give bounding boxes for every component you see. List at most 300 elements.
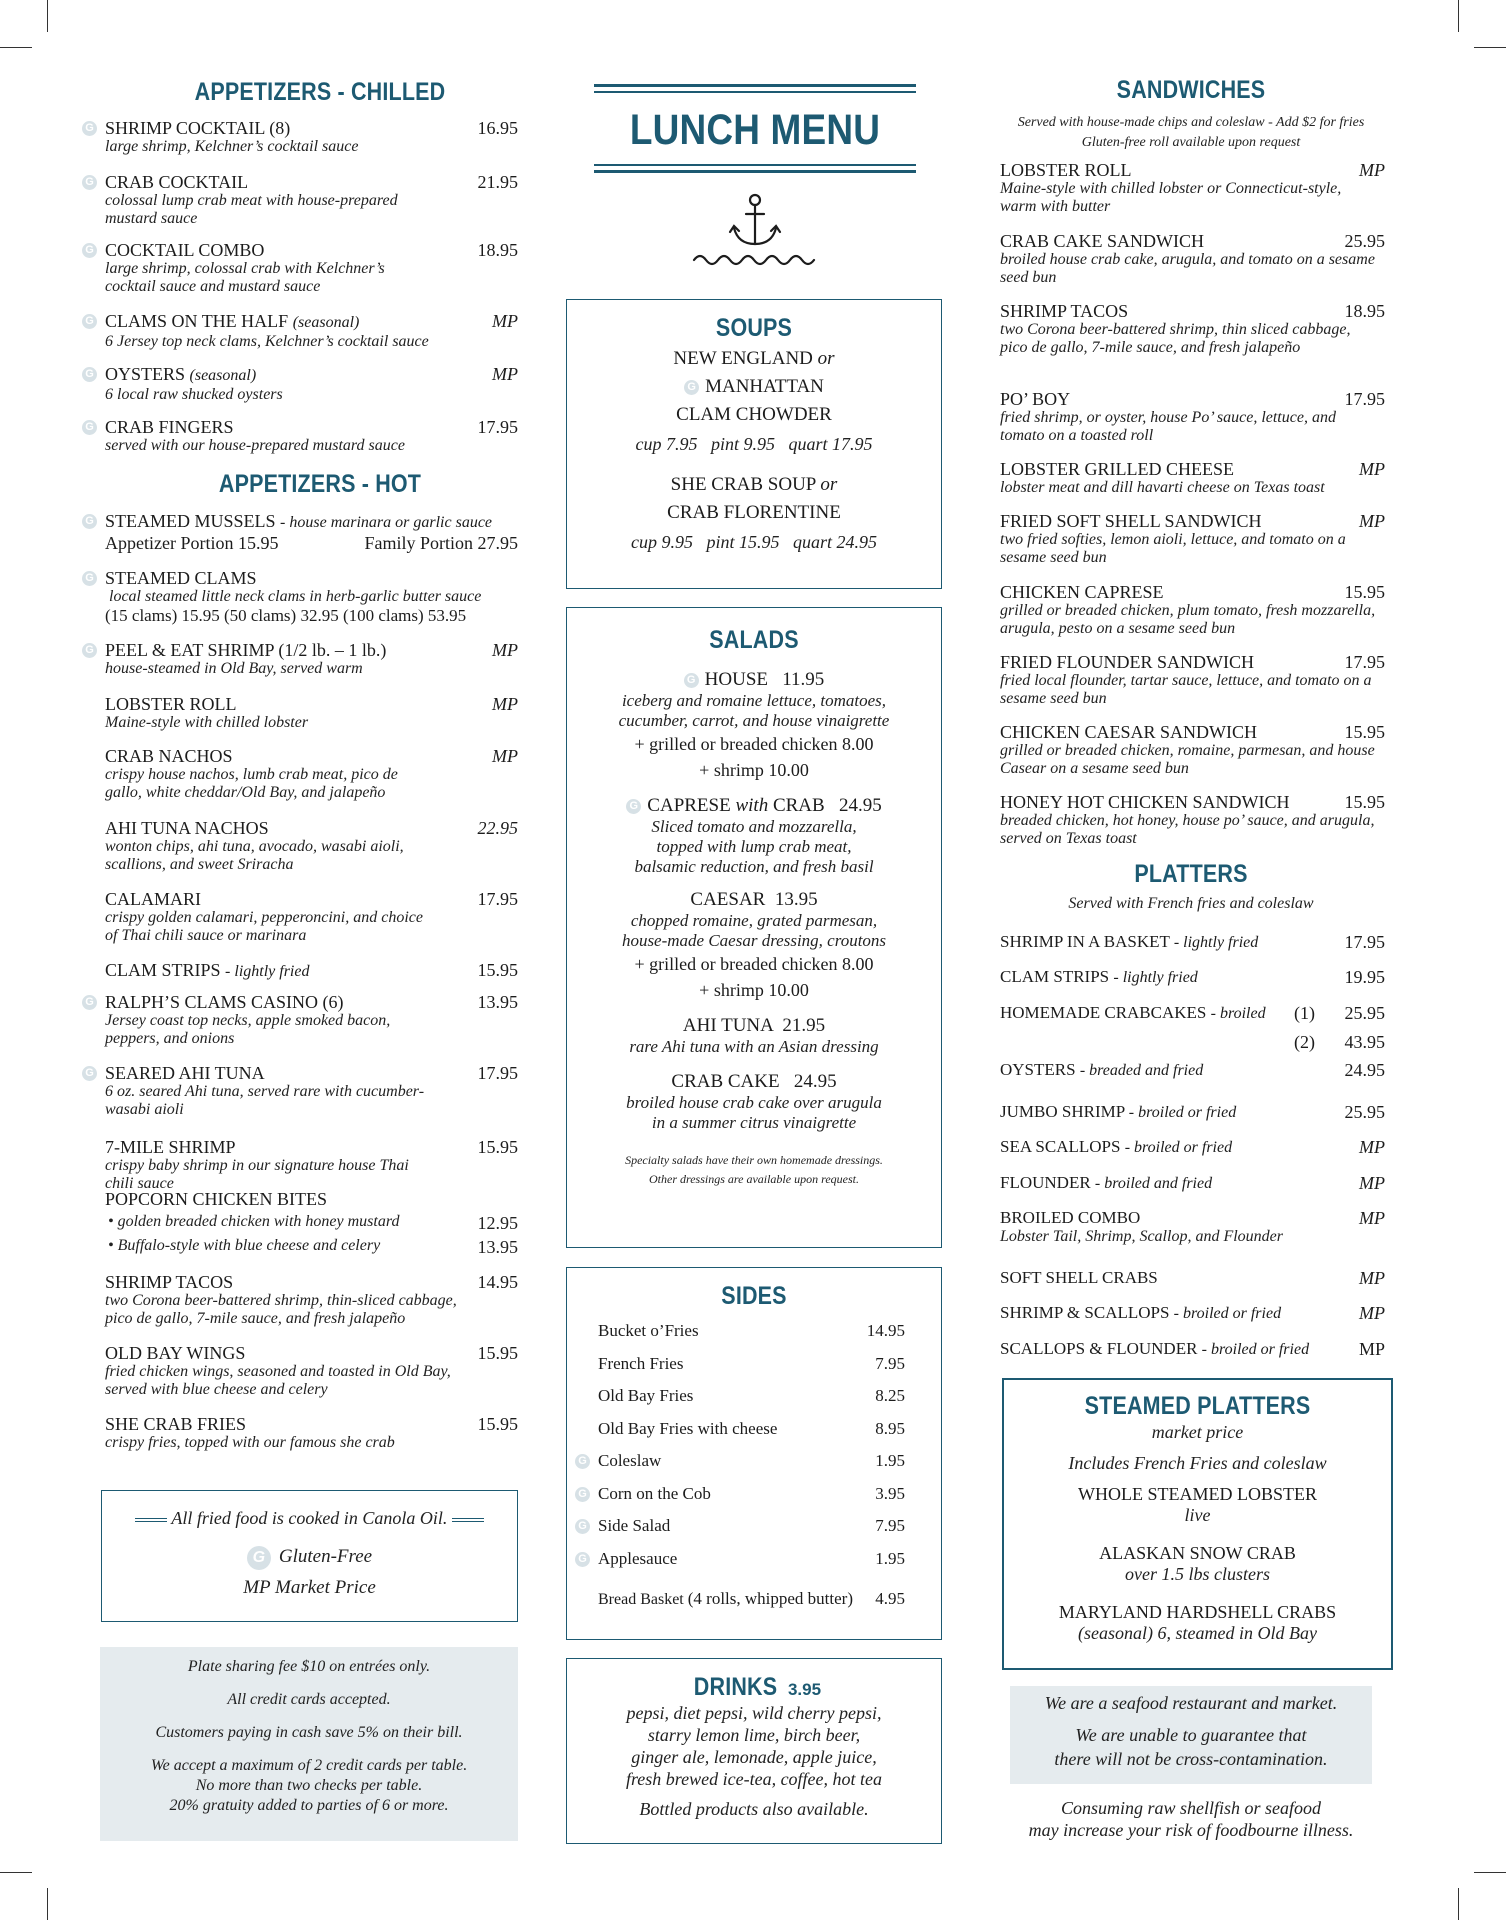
steamed-item-hardshell-desc: (seasonal) 6, steamed in Old Bay: [1078, 1623, 1317, 1643]
soup-crab-florentine: CRAB FLORENTINE: [667, 502, 841, 523]
item-name-line: [1000, 459, 1385, 479]
item-price: 17.95: [1344, 932, 1385, 952]
item-price: 13.95: [477, 1237, 518, 1257]
item-name-line: [1000, 932, 1385, 953]
item-name-line: [105, 1343, 518, 1363]
menu-item: [82, 364, 518, 404]
item-price: 25.95: [1344, 231, 1385, 251]
heading-sandwiches: SANDWICHES: [1116, 76, 1266, 104]
heading-drinks: DRINKS: [693, 1673, 778, 1701]
steamed-item-hardshell: MARYLAND HARDSHELL CRABS: [1058, 1602, 1337, 1622]
legend-gluten-free: Gluten-Free: [278, 1546, 373, 1567]
item-description: wonton chips, ahi tuna, avocado, wasabi aioli, scallions, and sweet Sriracha: [105, 838, 404, 873]
crop-mark: [1458, 0, 1459, 32]
item-name: CRAB NACHOS: [105, 746, 233, 766]
menu-item: [82, 311, 518, 351]
item-price: 15.95: [477, 960, 518, 980]
salad-caprese-desc: balsamic reduction, and fresh basil: [634, 857, 874, 876]
item-description: served with our house-prepared mustard sauce: [105, 437, 405, 454]
item-price: MP: [492, 364, 518, 384]
item-name: CRAB CAKE SANDWICH: [1000, 231, 1205, 251]
item-name: Applesauce: [598, 1548, 678, 1568]
quantity-label: (2): [1294, 1032, 1315, 1052]
item-price: MP: [492, 311, 518, 331]
item-name-line: [1000, 967, 1385, 988]
item-modifier: (seasonal): [189, 367, 257, 384]
item-price: 14.95: [477, 1272, 518, 1292]
sides-box: [566, 1267, 942, 1640]
menu-item: [82, 1414, 518, 1452]
item-modifier: - broiled or fried: [1201, 1341, 1310, 1358]
salad-caprese-desc: Sliced tomato and mozzarella,: [651, 817, 857, 836]
side-item: [578, 1516, 905, 1536]
salad-caesar-add-shrimp: + shrimp 10.00: [699, 980, 809, 1000]
menu-item: [82, 1343, 518, 1399]
steamed-includes: Includes French Fries and coleslaw: [1068, 1453, 1327, 1473]
salad-caprese-with: with: [735, 795, 769, 816]
item-name: Old Bay Fries: [598, 1386, 694, 1405]
crop-mark: [0, 1872, 32, 1873]
notice-line: We are a seafood restaurant and market.: [1044, 1693, 1338, 1713]
side-item-bread-basket: [598, 1589, 905, 1610]
salad-ahi-desc: rare Ahi tuna with an Asian dressing: [629, 1037, 879, 1056]
item-name: CLAM STRIPS: [1000, 967, 1110, 986]
notice-line: We are unable to guarantee that: [1075, 1725, 1307, 1745]
item-modifier: - broiled or fried: [1124, 1139, 1233, 1156]
item-price: 7.95: [875, 1353, 905, 1373]
item-price: MP: [1359, 1303, 1385, 1323]
soup-she-crab: SHE CRAB SOUP: [670, 474, 816, 495]
item-modifier: - broiled and fried: [1094, 1175, 1213, 1192]
item-price: 15.95: [1344, 792, 1385, 812]
item-price: MP: [492, 746, 518, 766]
gluten-free-icon: G: [575, 1454, 590, 1469]
menu-item: [82, 240, 518, 296]
notice-line: there will not be cross-contamination.: [1054, 1749, 1328, 1769]
gluten-free-icon: G: [82, 243, 97, 258]
item-name-line: [1000, 652, 1385, 672]
heading-steamed-platters: STEAMED PLATTERS: [1084, 1392, 1311, 1420]
crop-mark: [1458, 1888, 1459, 1920]
item-name: OLD BAY WINGS: [105, 1343, 246, 1363]
item-price: MP: [1358, 1339, 1385, 1359]
salad-caprese-crab: CRAB 24.95: [772, 795, 882, 816]
item-description: crispy golden calamari, pepperoncini, and choice of Thai chili sauce or marinara: [105, 909, 423, 944]
menu-item: [995, 722, 1385, 778]
item-name-line: [1000, 301, 1385, 321]
drinks-price: 3.95: [787, 1680, 822, 1699]
item-name: Side Salad: [598, 1516, 671, 1535]
item-name: CLAMS ON THE HALF: [105, 311, 289, 331]
sandwiches-note: Served with house-made chips and coleslaw - Add $2 for fries: [1017, 115, 1365, 130]
gluten-free-icon: G: [575, 1552, 590, 1567]
salad-caprese-desc: topped with lump crab meat,: [656, 837, 852, 856]
item-price: 17.95: [477, 1063, 518, 1083]
item-description: crispy house nachos, lumb crab meat, pico de gallo, white cheddar/Old Bay, and jalapeño: [105, 766, 398, 801]
item-name: AHI TUNA NACHOS: [105, 818, 269, 838]
platter-item: [995, 967, 1385, 988]
crop-mark: [47, 0, 48, 32]
item-modifier: - house marinara or garlic sauce: [280, 514, 493, 531]
salad-caesar-desc: house-made Caesar dressing, croutons: [621, 931, 887, 950]
menu-item: [82, 1137, 518, 1193]
sandwiches-gf-note: Gluten-free roll available upon request: [1081, 135, 1301, 150]
item-price: 15.95: [477, 1343, 518, 1363]
policy-credit: All credit cards accepted.: [227, 1691, 391, 1708]
menu-item: [82, 118, 518, 156]
item-name-line: [105, 992, 518, 1012]
item-price: 13.95: [477, 992, 518, 1012]
divider: [135, 1518, 167, 1522]
platter-item: [995, 1303, 1385, 1324]
platter-item: [995, 1060, 1385, 1081]
item-name-line: [1000, 511, 1385, 531]
item-price: MP: [1359, 1137, 1385, 1157]
platter-item: [995, 1268, 1385, 1288]
item-name: SHRIMP COCKTAIL (8): [105, 118, 291, 138]
menu-item: [82, 417, 518, 455]
gluten-free-icon: G: [82, 1066, 97, 1081]
item-name-line: [1000, 1060, 1385, 1081]
item-name: HOMEMADE CRABCAKES: [1000, 1003, 1207, 1022]
popcorn-option-buffalo: • Buffalo-style with blue cheese and celery: [108, 1237, 381, 1254]
portion-family: Family Portion 27.95: [364, 533, 518, 553]
item-description: 6 Jersey top neck clams, Kelchner’s cocktail sauce: [105, 333, 429, 350]
item-name: HONEY HOT CHICKEN SANDWICH: [1000, 792, 1290, 812]
salad-crab-cake-desc: broiled house crab cake over arugula: [626, 1093, 882, 1112]
item-name: FRIED SOFT SHELL SANDWICH: [1000, 511, 1262, 531]
soup-prices-crab: cup 9.95 pint 15.95 quart 24.95: [631, 532, 877, 552]
item-name-line: [1000, 160, 1385, 180]
item-price: 17.95: [1344, 389, 1385, 409]
item-price: MP: [492, 640, 518, 660]
item-name: Corn on the Cob: [598, 1483, 711, 1503]
item-name: POPCORN CHICKEN BITES: [105, 1189, 328, 1209]
cross-contamination-notice: [1010, 1686, 1372, 1784]
item-price: 8.25: [875, 1386, 905, 1405]
heading-platters: PLATTERS: [1134, 860, 1248, 888]
item-description: Jersey coast top necks, apple smoked bacon, peppers, and onions: [105, 1012, 391, 1047]
item-name: SEA SCALLOPS: [1000, 1137, 1121, 1156]
menu-item: [995, 652, 1385, 708]
item-name-line: [105, 311, 518, 333]
menu-item: [82, 1272, 518, 1328]
item-name-line: [1000, 1137, 1385, 1158]
platter-item: [995, 932, 1385, 953]
item-name-line: [105, 960, 518, 982]
item-name: SOFT SHELL CRABS: [1000, 1268, 1158, 1287]
item-description: fried local flounder, tartar sauce, lettuce, and tomato on a sesame seed bun: [1000, 672, 1372, 707]
gluten-free-icon: G: [82, 175, 97, 190]
menu-item: [82, 960, 518, 982]
item-price: 19.95: [1344, 967, 1385, 987]
item-price: MP: [1359, 1208, 1385, 1228]
item-description: crispy baby shrimp in our signature house Thai chili sauce: [105, 1157, 409, 1192]
menu-item-popcorn-chicken: [82, 1189, 518, 1257]
menu-item: [82, 889, 518, 945]
item-description: Maine-style with chilled lobster: [105, 714, 309, 731]
item-name: OYSTERS: [105, 364, 186, 384]
heading-appetizers-chilled: APPETIZERS - CHILLED: [194, 78, 446, 106]
steamed-item-snow-crab-desc: over 1.5 lbs clusters: [1125, 1564, 1270, 1584]
menu-item: [995, 511, 1385, 567]
policy-checks: No more than two checks per table.: [195, 1777, 423, 1794]
gluten-free-icon: G: [575, 1487, 590, 1502]
item-description: broiled house crab cake, arugula, and tomato on a sesame seed bun: [1000, 251, 1375, 286]
item-modifier: - lightly fried: [1113, 969, 1198, 986]
item-name: FLOUNDER: [1000, 1173, 1091, 1192]
menu-item: [82, 746, 518, 802]
item-name: STEAMED MUSSELS: [105, 511, 276, 531]
item-name: RALPH’S CLAMS CASINO (6): [105, 992, 344, 1012]
salad-house: HOUSE 11.95: [704, 669, 825, 690]
side-item: [578, 1548, 905, 1569]
policy-max-cards: We accept a maximum of 2 credit cards per table.: [150, 1757, 468, 1774]
title-rule-top: [594, 91, 916, 93]
legend-market-price: MP Market Price: [243, 1576, 376, 1598]
item-price: 17.95: [477, 417, 518, 437]
item-name: SHE CRAB FRIES: [105, 1414, 247, 1434]
drinks-list: starry lemon lime, birch beer,: [647, 1725, 861, 1745]
item-name-line: [1000, 1339, 1385, 1360]
item-modifier: - broiled or fried: [1173, 1305, 1282, 1322]
drinks-list: fresh brewed ice-tea, coffee, hot tea: [625, 1769, 883, 1789]
item-price: 14.95: [866, 1321, 905, 1340]
item-price: 15.95: [1344, 582, 1385, 602]
menu-item: [82, 1063, 518, 1119]
item-name-line: [1000, 1173, 1385, 1194]
platter-item: [995, 1137, 1385, 1158]
soup-or: or: [817, 348, 835, 369]
gluten-free-icon: G: [82, 514, 97, 529]
drinks-list: pepsi, diet pepsi, wild cherry pepsi,: [626, 1703, 882, 1723]
item-name-line: [105, 746, 518, 766]
item-name-line: [1000, 722, 1385, 742]
policies-box: [100, 1647, 518, 1841]
item-name-line: [1000, 1303, 1385, 1324]
item-price: 17.95: [477, 889, 518, 909]
salad-crab-cake: CRAB CAKE 24.95: [671, 1071, 837, 1092]
item-name: SHRIMP TACOS: [105, 1272, 234, 1292]
item-name-line: [105, 694, 518, 714]
item-price: 17.95: [1344, 652, 1385, 672]
menu-item-steamed-mussels: [82, 511, 518, 553]
gluten-free-icon: G: [82, 420, 97, 435]
item-price: 15.95: [477, 1414, 518, 1434]
heading-sides: SIDES: [721, 1282, 787, 1310]
item-price: 8.95: [875, 1418, 905, 1438]
item-name: Old Bay Fries with cheese: [598, 1418, 778, 1438]
item-price: MP: [1359, 1173, 1385, 1193]
gluten-free-icon: G: [82, 643, 97, 658]
portion-appetizer: Appetizer Portion 15.95: [105, 533, 279, 553]
item-price: 1.95: [875, 1548, 905, 1568]
item-description: lobster meat and dill havarti cheese on Texas toast: [1000, 479, 1325, 496]
crop-mark: [1474, 1872, 1506, 1873]
item-price: 25.95: [1344, 1003, 1385, 1023]
item-description: large shrimp, colossal crab with Kelchner’s cocktail sauce and mustard sauce: [105, 260, 385, 295]
salad-caesar-add-chicken: + grilled or breaded chicken 8.00: [634, 954, 874, 974]
item-modifier: (seasonal): [292, 314, 360, 331]
item-name: SHRIMP IN A BASKET: [1000, 932, 1170, 951]
item-price: 1.95: [875, 1451, 905, 1470]
popcorn-option-honey: • golden breaded chicken with honey mustard: [108, 1213, 400, 1230]
item-sizes: (15 clams) 15.95 (50 clams) 32.95 (100 clams) 53.95: [105, 606, 467, 625]
salad-caprese: CAPRESE: [647, 795, 731, 816]
item-name-line: [105, 417, 518, 437]
menu-item: [995, 459, 1385, 497]
salad-house-add-shrimp: + shrimp 10.00: [699, 760, 809, 780]
legend-box: [101, 1490, 518, 1622]
side-item: [578, 1483, 905, 1504]
item-name-line: [1000, 1268, 1385, 1288]
item-name: FRIED FLOUNDER SANDWICH: [1000, 652, 1255, 672]
item-name-line: [105, 364, 518, 386]
menu-item: [995, 582, 1385, 638]
gluten-free-icon: G: [575, 1519, 590, 1534]
item-price: 3.95: [875, 1483, 905, 1503]
item-name-line: [1000, 231, 1385, 251]
side-item: [598, 1419, 905, 1439]
platter-item: [995, 1102, 1385, 1123]
item-price: MP: [492, 694, 518, 714]
policy-cash: Customers paying in cash save 5% on their bill.: [155, 1724, 463, 1741]
soup-manhattan: MANHATTAN: [705, 376, 824, 397]
steamed-item-snow-crab: ALASKAN SNOW CRAB: [1099, 1543, 1296, 1563]
raw-food-warning: Consuming raw shellfish or seafood: [1060, 1798, 1322, 1818]
item-name-line: [1000, 1208, 1385, 1228]
item-price: 15.95: [1344, 722, 1385, 742]
item-description: colossal lump crab meat with house-prepared mustard sauce: [105, 192, 398, 227]
menu-item: [82, 818, 518, 874]
item-name-line: [105, 1137, 518, 1157]
heading-soups: SOUPS: [715, 314, 793, 342]
item-modifier: - broiled or fried: [1128, 1104, 1237, 1121]
item-name-line: [105, 818, 518, 838]
gluten-free-icon: G: [82, 571, 97, 586]
item-description: crispy fries, topped with our famous she crab: [105, 1434, 395, 1451]
item-name: CRAB COCKTAIL: [105, 172, 249, 192]
item-price: MP: [1359, 1268, 1385, 1288]
soup-prices-chowder: cup 7.95 pint 9.95 quart 17.95: [635, 434, 873, 454]
item-name: PO’ BOY: [1000, 389, 1071, 409]
soup-new-england: NEW ENGLAND: [673, 348, 813, 369]
item-description: local steamed little neck clams in herb-garlic butter sauce: [109, 588, 482, 605]
item-name-line: [105, 1414, 518, 1434]
title-rule-bottom: [594, 164, 916, 166]
salad-house-desc: iceberg and romaine lettuce, tomatoes,: [621, 691, 887, 710]
platter-item: [995, 1173, 1385, 1194]
gluten-free-icon: G: [626, 799, 641, 814]
item-description: two fried softies, lemon aioli, lettuce, and tomato on a sesame seed bun: [1000, 531, 1346, 566]
item-price: 18.95: [477, 240, 518, 260]
item-name-line: [1000, 389, 1385, 409]
salads-box: [566, 607, 942, 1248]
crop-mark: [47, 1888, 48, 1920]
menu-item: [82, 992, 518, 1048]
item-name: SEARED AHI TUNA: [105, 1063, 265, 1083]
salad-house-desc: cucumber, carrot, and house vinaigrette: [618, 711, 890, 730]
item-price: 21.95: [477, 172, 518, 192]
item-name-line: [105, 1063, 518, 1083]
item-name-line: [105, 1272, 518, 1292]
item-name: CHICKEN CAESAR SANDWICH: [1000, 722, 1258, 742]
item-modifier: - lightly fried: [225, 963, 310, 980]
item-description: Lobster Tail, Shrimp, Scallop, and Flounder: [1000, 1228, 1283, 1245]
gluten-free-icon: G: [82, 314, 97, 329]
menu-item: [995, 160, 1385, 216]
menu-item: [995, 792, 1385, 848]
item-description: house-steamed in Old Bay, served warm: [105, 660, 363, 677]
item-name-line: [105, 172, 518, 192]
item-name: COCKTAIL COMBO: [105, 240, 265, 260]
item-price: 16.95: [477, 118, 518, 138]
item-name: LOBSTER GRILLED CHEESE: [1000, 459, 1234, 479]
soups-box: [566, 299, 942, 589]
policy-sharing: Plate sharing fee $10 on entrées only.: [187, 1658, 431, 1675]
heading-salads: SALADS: [709, 626, 799, 654]
policy-gratuity: 20% gratuity added to parties of 6 or more.: [169, 1797, 449, 1814]
gluten-free-icon: G: [82, 121, 97, 136]
item-description: 6 oz. seared Ahi tuna, served rare with cucumber-wasabi aioli: [105, 1083, 425, 1118]
item-name: BROILED COMBO: [1000, 1208, 1141, 1227]
side-item: [578, 1451, 905, 1471]
item-price: 4.95: [875, 1589, 905, 1608]
platters-note: Served with French fries and coleslaw: [1068, 895, 1314, 912]
item-description: two Corona beer-battered shrimp, thin-sliced cabbage, pico de gallo, 7-mile sauce, and fresh jalapeño: [105, 1292, 457, 1327]
salad-ahi-tuna: AHI TUNA 21.95: [682, 1015, 826, 1036]
item-price: 18.95: [1344, 301, 1385, 321]
item-name: SCALLOPS & FLOUNDER: [1000, 1339, 1198, 1358]
salad-crab-cake-desc: in a summer citrus vinaigrette: [651, 1113, 857, 1132]
item-price: 24.95: [1344, 1060, 1385, 1080]
menu-item: [82, 694, 518, 732]
steamed-market-price: market price: [1151, 1422, 1244, 1442]
item-description: two Corona beer-battered shrimp, thin sliced cabbage, pico de gallo, 7-mile sauce, and fresh jalapeño: [1000, 321, 1351, 356]
item-modifier: - broiled: [1210, 1005, 1266, 1022]
item-name: CLAM STRIPS: [105, 960, 221, 980]
item-name: OYSTERS: [1000, 1060, 1076, 1079]
item-name: STEAMED CLAMS: [105, 568, 257, 588]
item-description: grilled or breaded chicken, romaine, parmesan, and house Casear on a sesame seed bun: [1000, 742, 1375, 777]
item-modifier: - breaded and fried: [1079, 1062, 1204, 1079]
item-price: 43.95: [1344, 1032, 1385, 1052]
heading-appetizers-hot: APPETIZERS - HOT: [218, 470, 422, 498]
gluten-free-icon: G: [247, 1546, 271, 1570]
menu-item: [82, 640, 518, 678]
sides-list: [567, 1317, 941, 1577]
crop-mark: [1474, 47, 1506, 48]
item-price: MP: [1359, 459, 1385, 479]
item-name-line: [105, 889, 518, 909]
gluten-free-icon: G: [82, 367, 97, 382]
item-price: 12.95: [477, 1213, 518, 1233]
gluten-free-icon: G: [684, 673, 699, 688]
canola-oil-note: All fried food is cooked in Canola Oil.: [171, 1508, 448, 1528]
item-description: large shrimp, Kelchner’s cocktail sauce: [105, 138, 359, 155]
platter-item: [995, 1208, 1385, 1246]
steamed-platters-box: [1002, 1378, 1393, 1670]
soup-or: or: [820, 474, 838, 495]
salad-caesar-desc: chopped romaine, grated parmesan,: [630, 911, 878, 930]
item-name: 7-MILE SHRIMP: [105, 1137, 236, 1157]
item-description: 6 local raw shucked oysters: [105, 386, 283, 403]
item-description: grilled or breaded chicken, plum tomato, fresh mozzarella, arugula, pesto on a sesame seed bun: [1000, 602, 1376, 637]
item-description: fried chicken wings, seasoned and toasted in Old Bay, served with blue cheese and celery: [105, 1363, 451, 1398]
item-name-line: [1000, 792, 1385, 812]
salad-house-add-chicken: + grilled or breaded chicken 8.00: [634, 734, 874, 754]
crop-mark: [0, 47, 32, 48]
